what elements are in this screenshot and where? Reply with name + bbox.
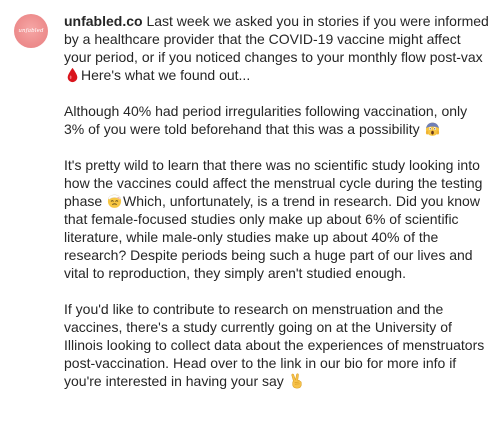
comment — [14, 12, 489, 390]
comment-paragraph-3 — [64, 156, 489, 282]
face-screaming-in-fear-icon — [425, 121, 440, 137]
avatar-label: unfabled — [18, 28, 44, 34]
paragraph-3-text: It's pretty wild to learn that there was no scientific study looking into how the vaccines could affect the menstrual cycle during the testing phase — [64, 157, 483, 209]
drop-of-blood-icon — [65, 67, 80, 83]
avatar[interactable] — [14, 14, 48, 48]
paragraph-4-text: If you'd like to contribute to research on menstruation and the vaccines, there's a study currently going on at the University of Illinois looking to collect data about the experiences of menstruators post-vaccination. Head over to the link in our bio for more info if you're interested in having your say — [64, 301, 485, 389]
username-link[interactable]: unfabled.co — [64, 13, 143, 29]
comment-body — [64, 12, 489, 390]
comment-paragraph-4 — [64, 300, 489, 390]
paragraph-3-text-end: Which, unfortunately, is a trend in research. Did you know that female-focused studies only make up about 6% of scientific literature, while male-only studies make up about 40% of the research? Despite periods being such a huge part of our lives and vital to reproduction, they simply aren't studied enough. — [64, 193, 480, 281]
paragraph-2-text: Although 40% had period irregularities following vaccination, only 3% of you were told beforehand that this was a possibility — [64, 103, 468, 137]
paragraph-1-text-end: Here's what we found out... — [81, 67, 251, 83]
comment-paragraph-1 — [64, 12, 489, 84]
paragraph-1-text: Last week we asked you in stories if you were informed by a healthcare provider that the COVID-19 vaccine might affect your period, or if you noticed changes to your monthly flow post-vax — [64, 13, 489, 65]
comment-paragraph-2 — [64, 102, 489, 138]
victory-hand-icon — [289, 373, 304, 389]
face-with-head-bandage-icon — [107, 193, 122, 209]
